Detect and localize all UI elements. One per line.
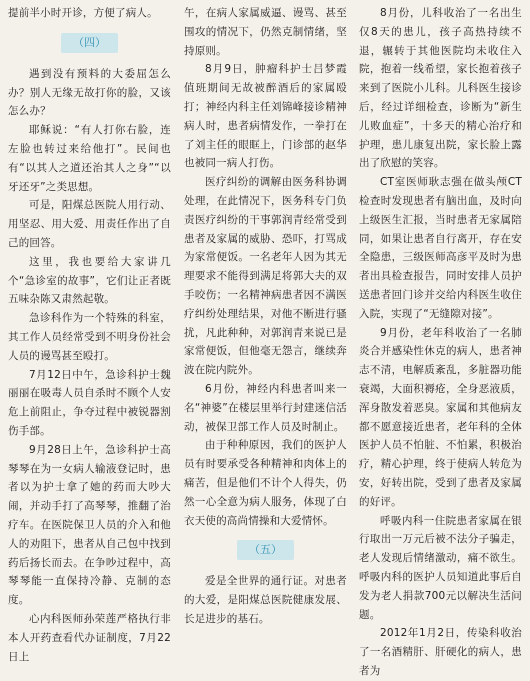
paragraph: 午，在病人家属威逼、谩骂、甚至围攻的情况下，仍然克制情绪，坚持原则。 bbox=[184, 7, 347, 57]
section-heading-4 bbox=[8, 33, 171, 53]
paragraph: 呼吸内科一住院患者家属在银行取出一万元后被不法分子骗走，老人发现后情绪激动，痛不欲生。呼吸内科的医护人员知道此事后自发为老人捐款700元以解决生活问题。 bbox=[359, 514, 522, 621]
paragraph: 耶稣说：“有人打你右脸，连左脸也转过来给他打”。民间也有“以其人之道还治其人之身”“以牙还牙”之类思想。 bbox=[8, 124, 171, 193]
paragraph: 心内科医师孙荣莲严格执行非本人开药查看代办证制度，7月22日上 bbox=[8, 612, 171, 663]
section-heading-label: （四） bbox=[61, 33, 118, 53]
paragraph: 遇到没有预料的大委屈怎么办？别人无缘无故打你的脸，又该怎么办？ bbox=[8, 67, 171, 118]
column-3 bbox=[359, 4, 522, 681]
paragraph: 提前半小时开诊，方便了病人。 bbox=[8, 7, 158, 19]
paragraph: 9月份，老年科收治了一名肺炎合并感染性休克的病人，患者神志不清，电解质紊乱，多脏器功能衰竭，大面积褥疮，全身恶液质，浑身散发着恶臭。家属和其他病友都不愿意接近患者，老年科的全体医护人员不怕脏、不怕累，积极治疗，精心护理，终于使病人转危为安，好转出院，受到了患者及家属的好评。 bbox=[359, 326, 522, 508]
paragraph: 7月12日中午，急诊科护士魏丽丽在吸毒人员自杀时不顾个人安危上前阻止，争夺过程中被锐器割伤手部。 bbox=[8, 368, 171, 437]
paragraph: 爱是全世界的通行证。对患者的大爱，是阳煤总医院健康发展、长足进步的基石。 bbox=[184, 575, 347, 625]
column-1 bbox=[8, 4, 171, 666]
section-heading-5 bbox=[184, 540, 347, 560]
paragraph: 这里，我也要给大家讲几个“急诊室的故事”，它们让正者既五味杂陈又肃然起敬。 bbox=[8, 255, 171, 306]
paragraph: 医疗纠纷的调解由医务科协调处理，在此情况下，医务科专门负责医疗纠纷的干事郭润青经常受到患者及家属的威胁、恐吓，打骂成为家常便饭。一名老年人因为其无理要求不能得到满足将郭大夫的双手咬伤；一名精神病患者因不满医疗纠纷处理结果，对他不断进行骚扰，凡此种种，对郭润青来说已是家常便饭，但他毫无怨言，继续奔波在院内院外。 bbox=[184, 176, 347, 377]
paragraph: 9月28日上午，急诊科护士高琴琴在为一女病人输液登记时，患者以为护士拿了她的药而大吵大闹，并动手打了高琴琴，推翻了治疗车。在医院保卫人员的介入和他人的劝阻下，患者从自己包中找到药后扬长而去。在争吵过程中，高琴琴能一直保持冷静、克制的态度。 bbox=[8, 443, 171, 607]
section-heading-label: （五） bbox=[237, 540, 294, 560]
column-2 bbox=[184, 4, 347, 629]
paragraph: 可是，阳煤总医院人用行动、用坚忍、用大爱、用责任作出了自己的回答。 bbox=[8, 199, 171, 249]
paragraph: CT室医师耿志强在做头颅CT检查时发现患者有脑出血，及时向上级医生汇报，当时患者无家属陪同，如果让患者自行离开，存在安全隐患，三级医师高彦平及时为患者出具检查报告，同时安排人员护送患者回门诊并交给内科医生收住入院，实现了“无缝隙对接”。 bbox=[359, 176, 522, 320]
paragraph: 8月份，儿科收治了一名出生仅8天的患儿，孩子高热持续不退，辗转于其他医院均未收住入院，抱着一线希望，家长抱着孩子来到了医院小儿科。儿科医生接诊后，经过详细检查，诊断为“新生儿败血症”，十多天的精心治疗和护理，患儿康复出院，家长脸上露出了欣慰的笑容。 bbox=[359, 7, 522, 170]
paragraph: 6月份，神经内科患者叫来一名“神婆”在楼层里举行封建迷信活动，被保卫部工作人员及时制止。 bbox=[184, 382, 347, 433]
paragraph: 急诊科作为一个特殊的科室，其工作人员经常受到不明身份社会人员的谩骂甚至殴打。 bbox=[8, 312, 171, 362]
paragraph: 由于种种原因，我们的医护人员有时要承受各种精神和肉体上的痛苦，但是他们不计个人得失，仍然一心全意为病人服务，体现了白衣天使的高尚情操和大爱情怀。 bbox=[184, 439, 347, 527]
paragraph: 8月9日，肿瘤科护士吕梦霞值班期间无故被醉酒后的家属殴打；神经内科主任刘锦峰接诊精神病人时，患者病情发作，一拳打在了刘主任的眼眶上，门诊部的赵华也被同一病人打伤。 bbox=[184, 63, 347, 170]
paragraph: 2012年1月2日，传染科收治了一名酒精肝、肝硬化的病人，患者为 bbox=[359, 627, 522, 677]
